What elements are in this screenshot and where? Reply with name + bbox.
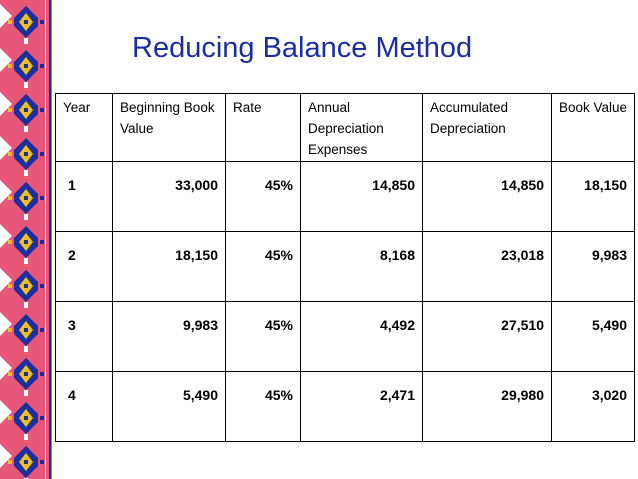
cell-rate: 45% (226, 302, 301, 372)
cell-accumulated-depreciation: 14,850 (423, 162, 552, 232)
table-header-row (56, 94, 635, 162)
cell-book-value: 9,983 (552, 232, 635, 302)
header-year: Year (56, 94, 113, 162)
slide-title: Reducing Balance Method (132, 32, 473, 64)
cell-accumulated-depreciation: 27,510 (423, 302, 552, 372)
cell-rate: 45% (226, 232, 301, 302)
table-row (56, 232, 635, 302)
table-row (56, 372, 635, 442)
header-beginning-book-value: Beginning Book Value (113, 94, 226, 162)
decorative-border-pattern-icon (0, 0, 52, 479)
header-annual-depreciation: Annual Depreciation Expenses (301, 94, 423, 162)
cell-beginning-book-value: 33,000 (113, 162, 226, 232)
cell-accumulated-depreciation: 23,018 (423, 232, 552, 302)
depreciation-table (55, 93, 635, 442)
cell-annual-depreciation: 14,850 (301, 162, 423, 232)
cell-book-value: 5,490 (552, 302, 635, 372)
header-book-value: Book Value (552, 94, 635, 162)
cell-annual-depreciation: 4,492 (301, 302, 423, 372)
cell-annual-depreciation: 2,471 (301, 372, 423, 442)
cell-annual-depreciation: 8,168 (301, 232, 423, 302)
decorative-border (0, 0, 52, 479)
cell-year: 3 (56, 302, 113, 372)
cell-rate: 45% (226, 372, 301, 442)
cell-year: 4 (56, 372, 113, 442)
table-row (56, 162, 635, 232)
cell-beginning-book-value: 18,150 (113, 232, 226, 302)
header-rate: Rate (226, 94, 301, 162)
cell-book-value: 3,020 (552, 372, 635, 442)
cell-year: 1 (56, 162, 113, 232)
cell-year: 2 (56, 232, 113, 302)
cell-rate: 45% (226, 162, 301, 232)
header-accumulated-depreciation: Accumulated Depreciation (423, 94, 552, 162)
table-row (56, 302, 635, 372)
cell-beginning-book-value: 9,983 (113, 302, 226, 372)
cell-beginning-book-value: 5,490 (113, 372, 226, 442)
cell-book-value: 18,150 (552, 162, 635, 232)
cell-accumulated-depreciation: 29,980 (423, 372, 552, 442)
